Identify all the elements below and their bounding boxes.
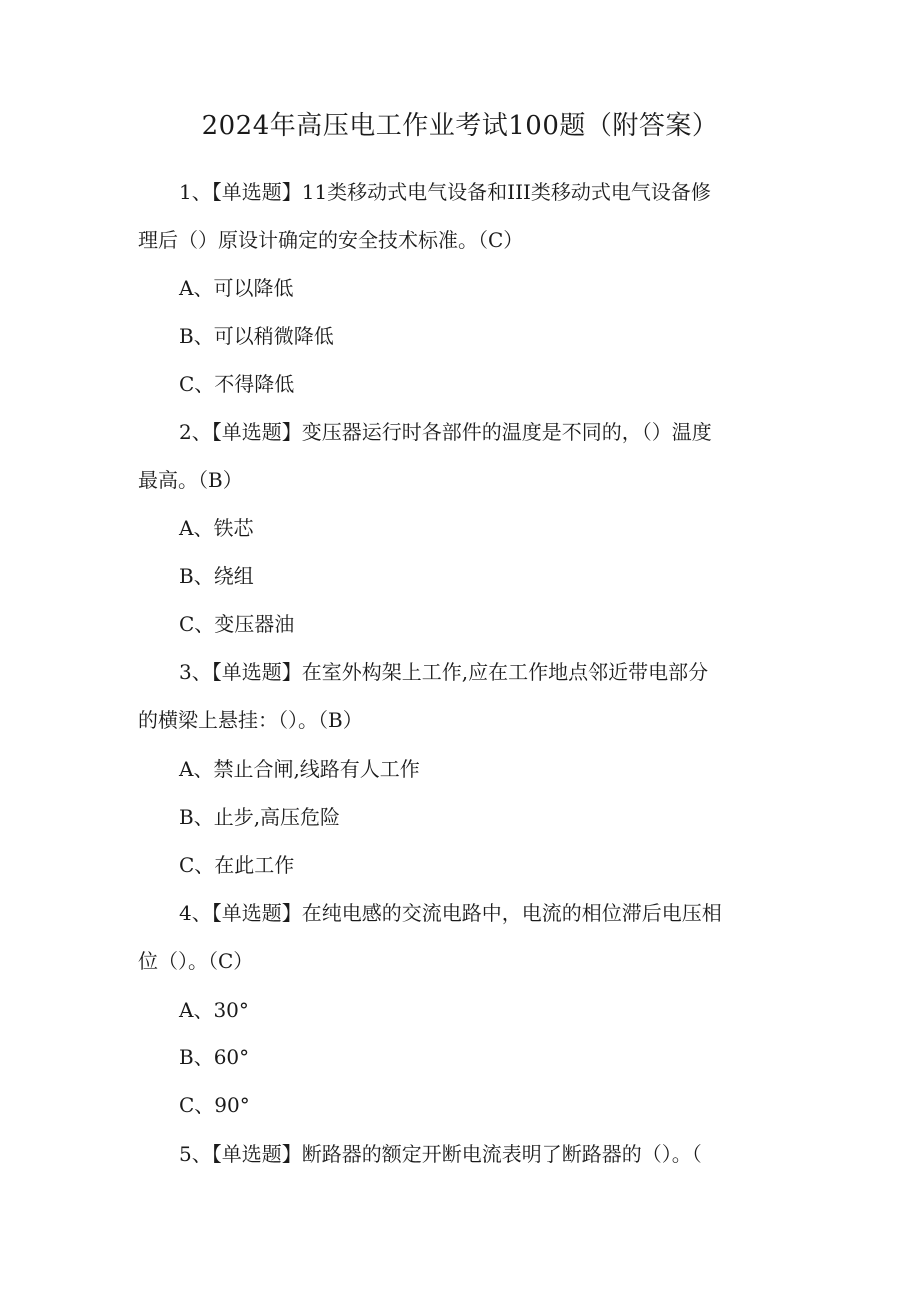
question-3-text-line-2: 的横梁上悬挂：（）。（B） (138, 708, 363, 732)
question-1-option-a: A、可以降低 (179, 276, 294, 300)
question-4-text-line-2: 位（）。（C） (138, 949, 254, 973)
question-1-text-line-2: 理后（）原设计确定的安全技术标准。（C） (138, 228, 524, 252)
question-3-option-c: C、在此工作 (179, 853, 295, 877)
question-2-text-line-2: 最高。（B） (138, 468, 243, 492)
question-4-text-line-1: 4、【单选题】在纯电感的交流电路中，电流的相位滞后电压相 (179, 901, 722, 925)
question-2-option-c: C、变压器油 (179, 612, 295, 636)
question-5-text-line-1: 5、【单选题】断路器的额定开断电流表明了断路器的（）。（ (179, 1142, 702, 1166)
question-2-option-b: B、绕组 (179, 564, 254, 588)
question-4-option-a: A、30° (179, 998, 249, 1022)
question-2-option-a: A、铁芯 (179, 516, 254, 540)
question-1-text-line-1: 1、【单选题】11类移动式电气设备和III类移动式电气设备修 (179, 180, 711, 204)
document-title: 2024年高压电工作业考试100题（附答案） (201, 111, 719, 141)
question-4-option-c: C、90° (179, 1093, 250, 1117)
question-3-option-b: B、止步,高压危险 (179, 805, 341, 829)
question-1-option-b: B、可以稍微降低 (179, 324, 334, 348)
question-3-option-a: A、禁止合闸,线路有人工作 (179, 757, 420, 781)
question-2-text-line-1: 2、【单选题】变压器运行时各部件的温度是不同的，（）温度 (179, 420, 712, 444)
question-3-text-line-1: 3、【单选题】在室外构架上工作,应在工作地点邻近带电部分 (179, 660, 709, 684)
question-1-option-c: C、不得降低 (179, 372, 295, 396)
question-4-option-b: B、60° (179, 1045, 250, 1069)
